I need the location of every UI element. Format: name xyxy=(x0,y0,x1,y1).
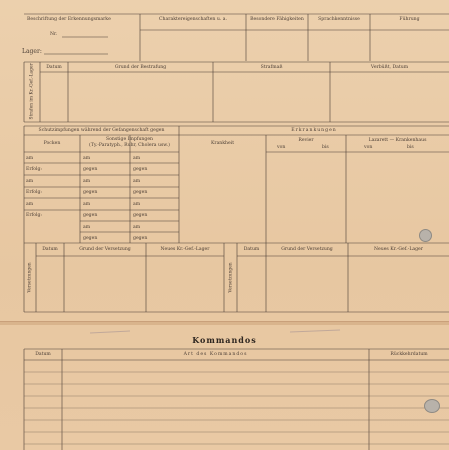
col-pocken: Pocken xyxy=(43,141,61,146)
label-beschriftung: Beschriftung der Erkennungsmarke xyxy=(27,17,111,22)
card-fold xyxy=(0,321,449,325)
sonst-gegen-1: gegen xyxy=(83,167,98,172)
sonst-am-2: am xyxy=(83,179,91,184)
col-vers-grund-1: Grund der Versetzung xyxy=(79,247,131,252)
col-strafen-grund: Grund der Bestrafung xyxy=(114,65,167,70)
sonst-am-1b: am xyxy=(133,156,141,161)
side-label-versetzungen-2: Versetzungen xyxy=(228,262,234,293)
sonst-gegen-1b: gegen xyxy=(133,167,148,172)
sonst-gegen-4b: gegen xyxy=(133,236,148,241)
col-revier: Revier xyxy=(298,138,314,143)
sonst-am-4b: am xyxy=(133,225,141,230)
heading-impfungen: Schutzimpfungen während der Gefangenschaft gegen xyxy=(38,128,165,133)
heading-erkrankungen: Erkrankungen xyxy=(291,128,337,133)
pocken-erfolg-2: Erfolg: xyxy=(26,190,42,195)
pocken-am-1: am xyxy=(26,156,34,161)
revier-von: von xyxy=(277,145,286,150)
col-vers-neues-2: Neues Kr.-Gef.-Lager xyxy=(374,247,423,252)
sonst-am-2b: am xyxy=(133,179,141,184)
col-krankheit: Krankheit xyxy=(210,141,235,146)
kommandos-title: Kommandos xyxy=(192,335,257,345)
col-sonstige: Sonstige Impfungen xyxy=(105,137,153,142)
col-strafen-strafmass: Strafmaß xyxy=(260,65,283,70)
pocken-am-2: am xyxy=(26,179,34,184)
lazarett-bis: bis xyxy=(407,145,414,150)
pocken-am-3: am xyxy=(26,202,34,207)
col-vers-datum-2: Datum xyxy=(243,247,260,252)
pocken-erfolg-1: Erfolg: xyxy=(26,167,42,172)
sonst-gegen-2: gegen xyxy=(83,190,98,195)
sonst-am-1: am xyxy=(83,156,91,161)
sonst-am-4: am xyxy=(83,225,91,230)
col-kommando-art: Art des Kommandos xyxy=(183,352,248,357)
col-vers-datum-1: Datum xyxy=(42,247,58,252)
sonst-gegen-4: gegen xyxy=(83,236,98,241)
sonst-gegen-2b: gegen xyxy=(133,190,148,195)
sonst-gegen-3: gegen xyxy=(83,213,98,218)
sonst-am-3b: am xyxy=(133,202,141,207)
label-faehigkeiten: Besondere Fähigkeiten xyxy=(250,17,304,22)
side-label-strafen: Strafen im Kr.-Gef.-Lager xyxy=(29,63,35,120)
lazarett-von: von xyxy=(364,145,373,150)
side-label-versetzungen-1: Versetzungen xyxy=(27,262,33,293)
label-fuehrung: Führung xyxy=(399,17,420,22)
punch-hole-top xyxy=(419,229,432,242)
sonst-gegen-3b: gegen xyxy=(133,213,148,218)
col-vers-neues-1: Neues Kr.-Gef.-Lager xyxy=(160,247,210,252)
label-charakter: Charaktereigenschaften u. a. xyxy=(159,17,227,22)
col-vers-grund-2: Grund der Versetzung xyxy=(281,247,333,252)
sonst-am-3: am xyxy=(83,202,91,207)
revier-bis: bis xyxy=(322,145,329,150)
label-sprachen: Sprachkenntnisse xyxy=(318,17,360,22)
col-strafen-verbuesst: Verbüßt, Datum xyxy=(370,65,409,70)
label-lager: Lager: xyxy=(22,48,42,55)
punch-hole-bottom xyxy=(424,399,440,413)
col-kommando-datum: Datum xyxy=(35,352,51,357)
col-kommando-rueckkehr: Rückkehrdatum xyxy=(390,352,428,357)
pocken-erfolg-3: Erfolg: xyxy=(26,213,42,218)
col-lazarett: Lazarett — Krankenhaus xyxy=(368,138,427,143)
col-sonstige-detail: (Ty.-Paratyph., Ruhr, Cholera usw.) xyxy=(89,143,170,148)
col-strafen-datum: Datum xyxy=(46,65,62,70)
label-nr: Nr. xyxy=(50,32,58,37)
